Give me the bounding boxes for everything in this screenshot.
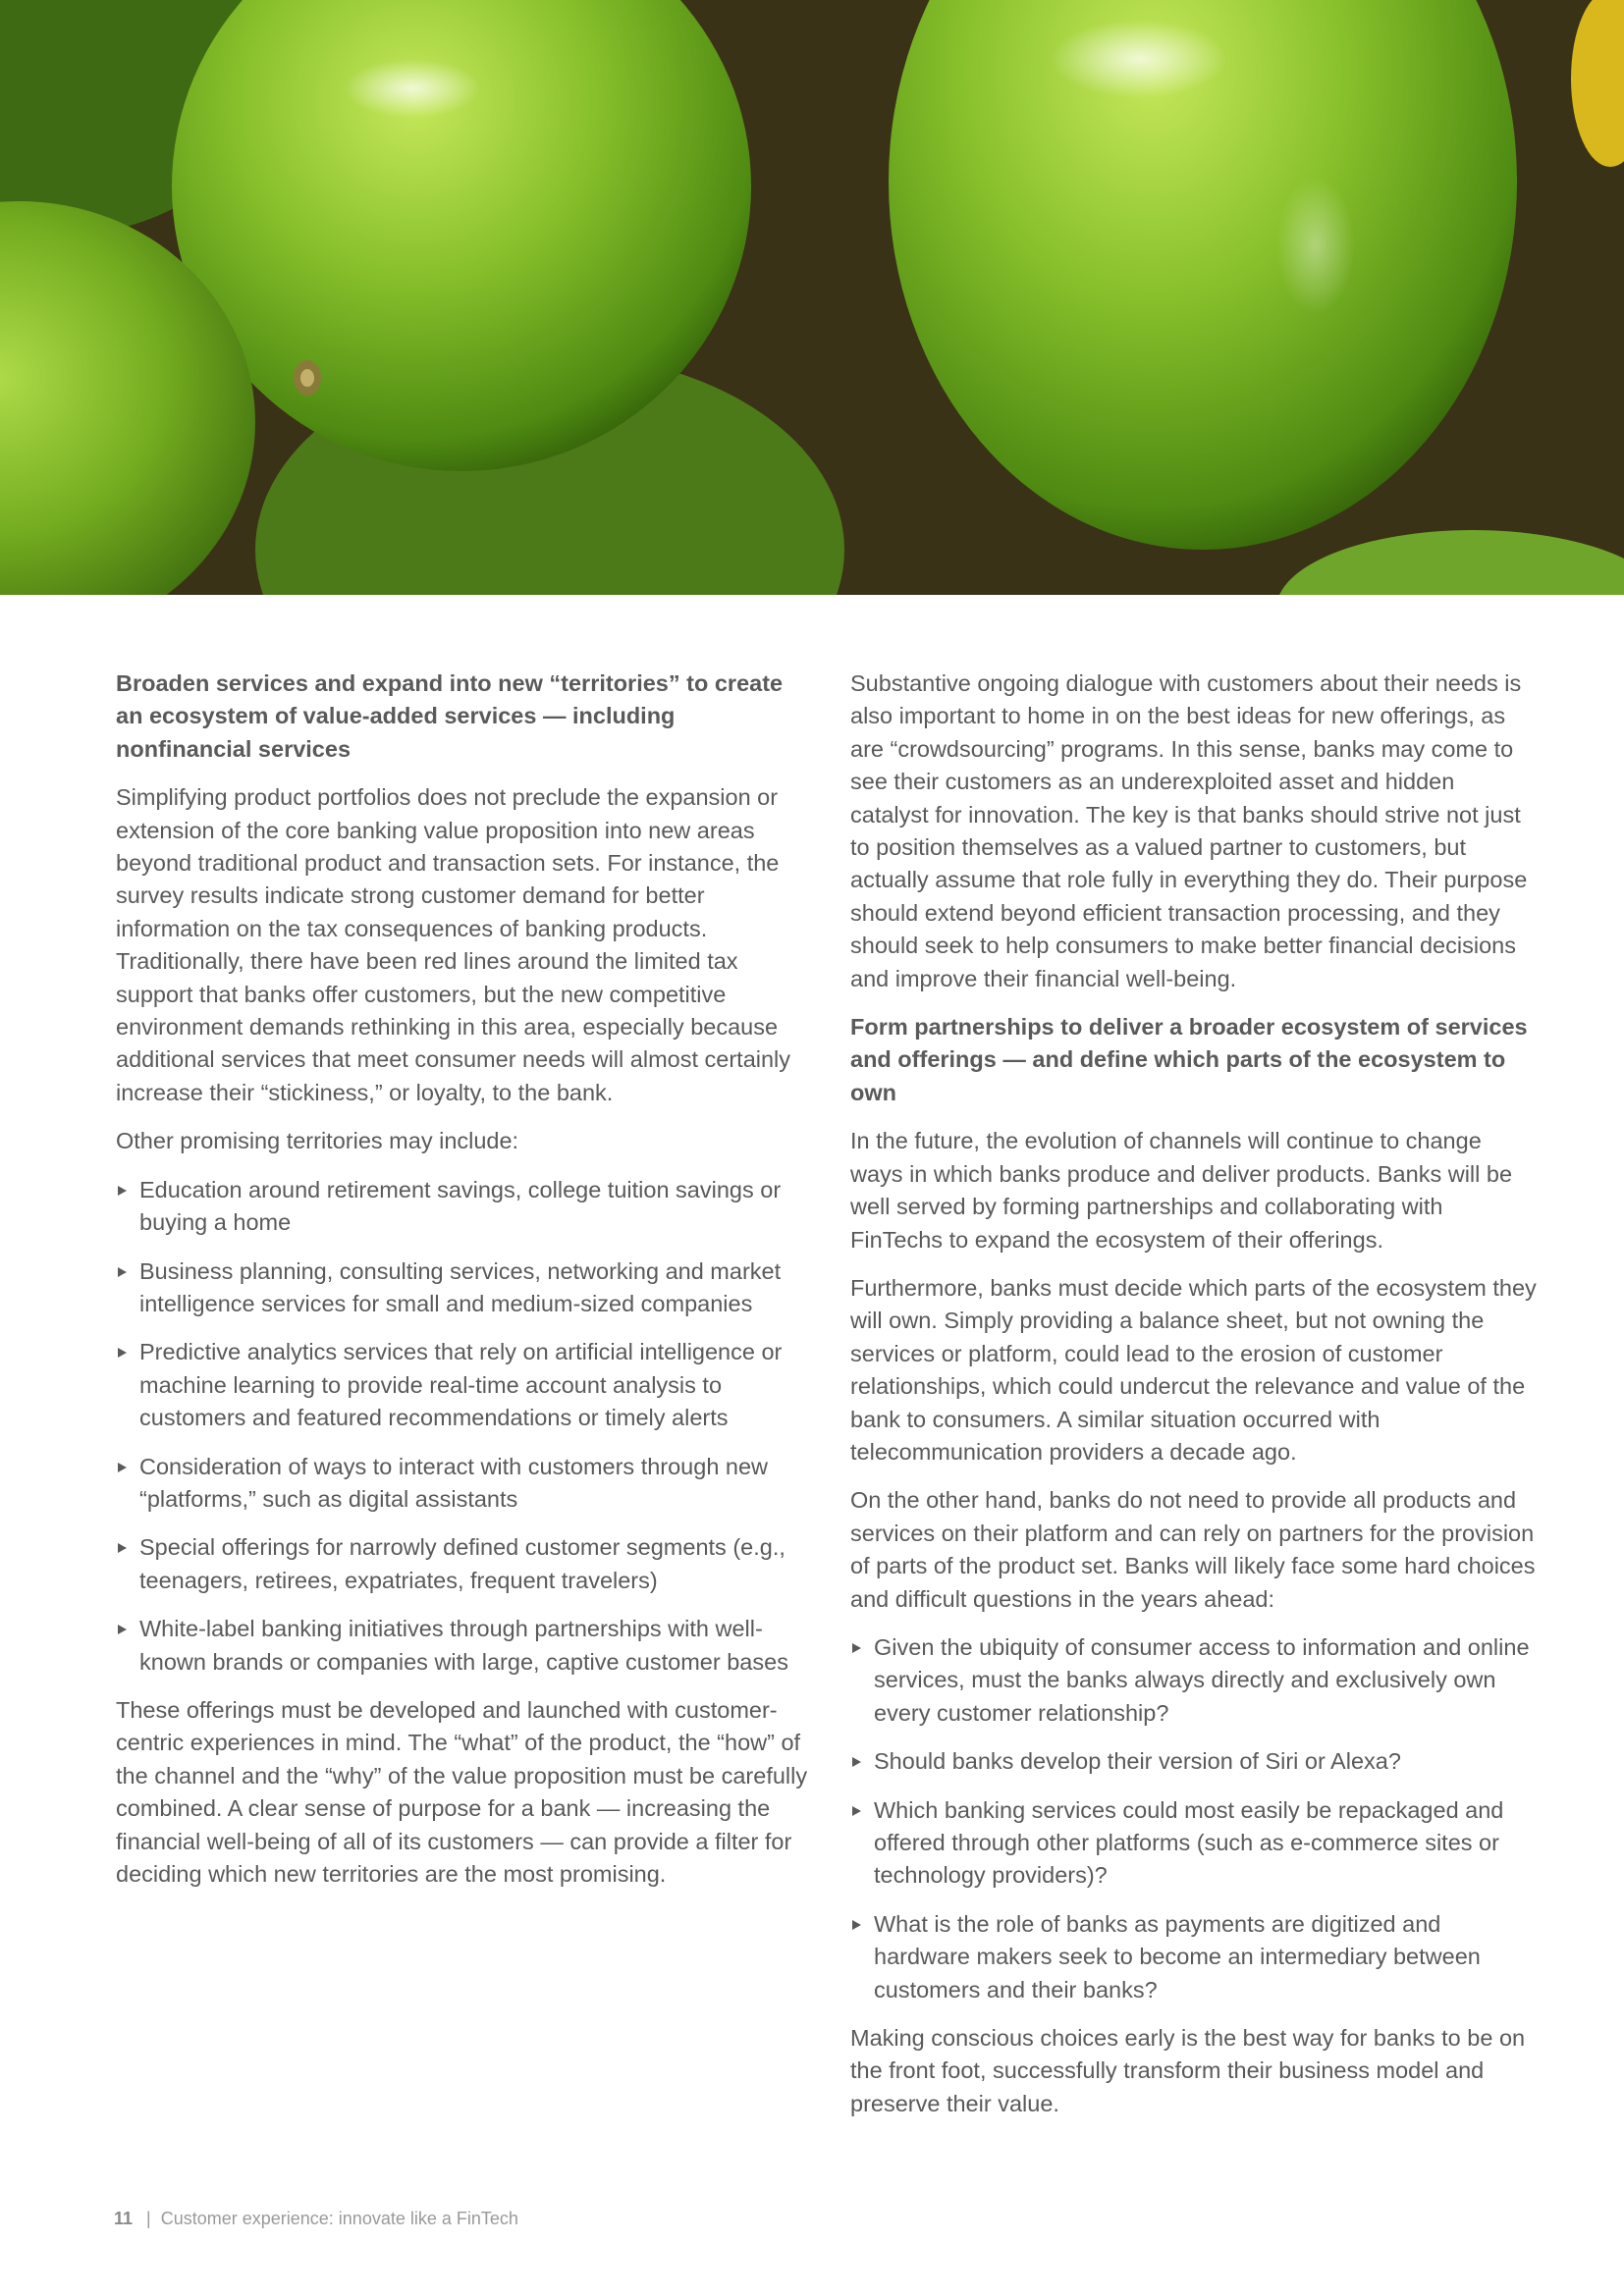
page-footer (114, 2209, 518, 2229)
footer-separator: | (146, 2209, 151, 2228)
list-item: Predictive analytics services that rely on artificial intelligence or machine learning to provide real-time account analysis to customers and featured recommendations or timely alerts (116, 1336, 815, 1434)
hero-image (0, 0, 1624, 595)
paragraph: Substantive ongoing dialogue with customers about their needs is also important to home in on the best ideas for new offerings, as are “crowdsourcing” programs. In this sense, banks may come to see their customers as an underexploited asset and hidden catalyst for innovation. The key is that banks should strive not just to position themselves as a valued partner to customers, but actually assume that role fully in everything they do. Their purpose should extend beyond efficient transaction processing, and they should seek to help consumers to make better financial decisions and improve their financial well-being. (850, 670, 1528, 991)
paragraph: These offerings must be developed and launched with customer-centric experiences in mind. The “what” of the product, the “how” of the channel and the “why” of the value proposition must be carefully combined. A clear sense of purpose for a bank — increasing the financial well-being of all of its customers — can provide a filter for deciding which new territories are the most promising. (116, 1696, 808, 1887)
paragraph: Simplifying product portfolios does not preclude the expansion or extension of the core banking value proposition into new areas beyond traditional product and transaction sets. For instance, the survey results indicate strong customer demand for better information on the tax consequences of banking products. Traditionally, there have been red lines around the limited tax support that banks offer customers, but the new competitive environment demands rethinking in this area, especially because additional services that meet consumer needs will almost certainly increase their “stickiness,” or loyalty, to the bank. (116, 784, 791, 1105)
list-item: What is the role of banks as payments are digitized and hardware makers seek to become an intermediary between customers and their banks? (850, 1908, 1538, 2006)
bullet-list-questions (850, 1631, 1538, 2006)
list-item: Given the ubiquity of consumer access to information and online services, must the banks always directly and exclusively own every customer relationship? (850, 1631, 1538, 1730)
paragraph: Other promising territories may include: (116, 1128, 519, 1154)
list-item: Business planning, consulting services, networking and market intelligence services for small and medium-sized companies (116, 1255, 815, 1321)
paragraph: Making conscious choices early is the best way for banks to be on the front foot, successfully transform their business model and preserve their value. (850, 2025, 1526, 2116)
list-item: Education around retirement savings, college tuition savings or buying a home (116, 1174, 815, 1240)
list-item: White-label banking initiatives through partnerships with well-known brands or companies with large, captive customer bases (116, 1613, 815, 1679)
list-item: Should banks develop their version of Siri or Alexa? (850, 1745, 1538, 1778)
left-column (116, 667, 815, 1906)
list-item: Which banking services could most easily be repackaged and offered through other platforms (such as e-commerce sites or technology providers)? (850, 1794, 1538, 1893)
paragraph: On the other hand, banks do not need to provide all products and services on their platform and can rely on partners for the provision of parts of the product set. Banks will likely face some hard choices and difficult questions in the years ahead: (850, 1487, 1536, 1612)
list-item: Consideration of ways to interact with customers through new “platforms,” such as digital assistants (116, 1451, 815, 1517)
section-heading-broaden-services: Broaden services and expand into new “territories” to create an ecosystem of value-added services — including nonfinancial services (116, 670, 784, 762)
section-heading-form-partnerships: Form partnerships to deliver a broader ecosystem of services and offerings — and define which parts of the ecosystem to own (850, 1014, 1528, 1105)
bullet-list-territories (116, 1174, 815, 1679)
footer-title: Customer experience: innovate like a FinTech (160, 2209, 518, 2228)
page-number: 11 (114, 2209, 134, 2228)
right-column (850, 667, 1538, 2136)
paragraph: Furthermore, banks must decide which parts of the ecosystem they will own. Simply providing a balance sheet, but not owning the services or platform, could lead to the erosion of customer relationships, which could undercut the relevance and value of the bank to consumers. A similar situation occurred with telecommunication providers a decade ago. (850, 1274, 1537, 1465)
limes-photo (0, 0, 1624, 595)
paragraph: In the future, the evolution of channels will continue to change ways in which banks produce and deliver products. Banks will be well served by forming partnerships and collaborating with FinTechs to expand the ecosystem of their offerings. (850, 1128, 1513, 1253)
list-item: Special offerings for narrowly defined customer segments (e.g., teenagers, retirees, expatriates, frequent travelers) (116, 1531, 815, 1597)
